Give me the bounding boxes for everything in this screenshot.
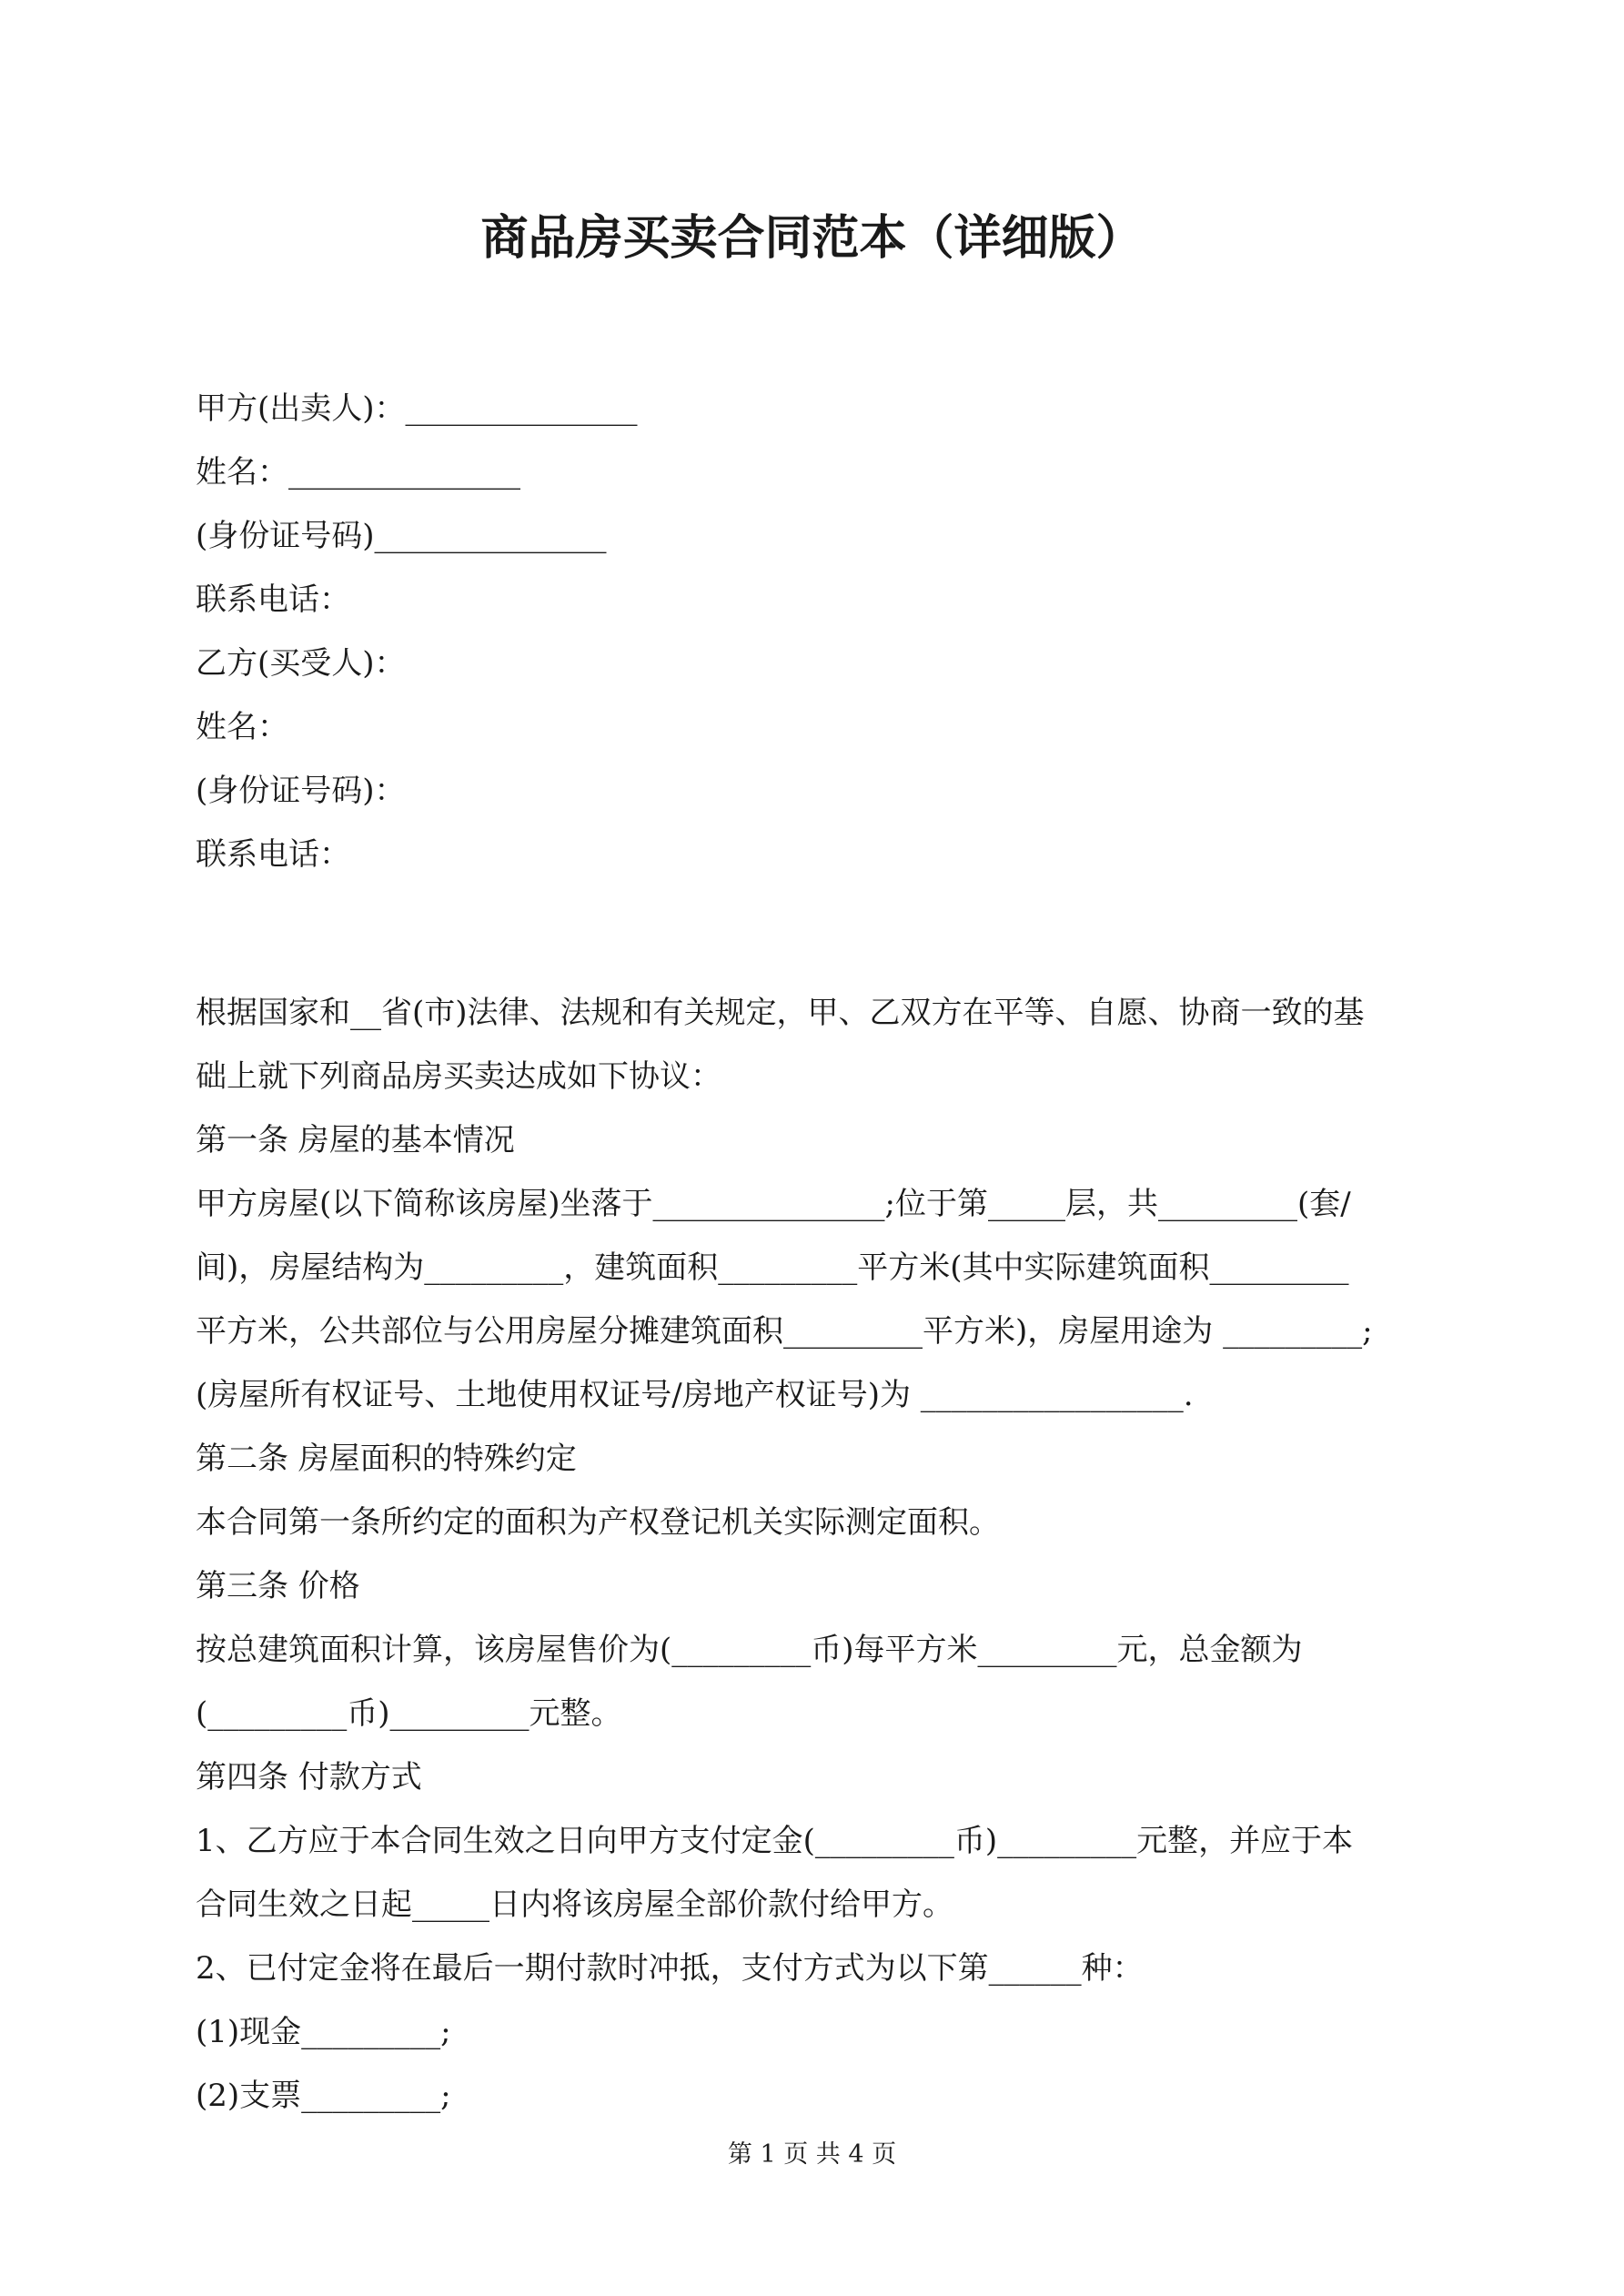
document-title: 商品房买卖合同范本（详细版） (480, 210, 1144, 266)
seller-id-field: (身份证号码)_______________ (196, 518, 607, 554)
preamble-line-1: 根据国家和__省(市)法律、法规和有关规定，甲、乙双方在平等、自愿、协商一致的基 (196, 995, 1365, 1031)
article-4-line-1: 1、乙方应于本合同生效之日向甲方支付定金(_________币)_________元整，并应于本 (196, 1823, 1354, 1859)
article-3-line-1: 按总建筑面积计算，该房屋售价为(_________币)每平方米_________元，总金额为 (196, 1632, 1303, 1668)
section-spacer (196, 886, 1442, 981)
article-1-heading: 第一条 房屋的基本情况 (196, 1122, 515, 1158)
article-1-line-4: (房屋所有权证号、土地使用权证号/房地产权证号)为 _________________. (196, 1377, 1194, 1413)
article-3-line-2: (_________币)_________元整。 (196, 1695, 622, 1732)
page-number: 第 1 页 共 4 页 (727, 2140, 897, 2169)
payment-option-cheque: (2)支票_________; (196, 2078, 451, 2114)
party-info-section (196, 377, 1442, 886)
article-2-line-1: 本合同第一条所约定的面积为产权登记机关实际测定面积。 (196, 1504, 1000, 1541)
preamble-line-2: 础上就下列商品房买卖达成如下协议： (196, 1058, 721, 1095)
article-4-line-3: 2、已付定金将在最后一期付款时冲抵，支付方式为以下第______种： (196, 1950, 1144, 1987)
article-1-line-2: 间)，房屋结构为_________，建筑面积_________平方米(其中实际建筑面积_________ (196, 1249, 1349, 1286)
article-4-line-2: 合同生效之日起_____日内将该房屋全部价款付给甲方。 (196, 1886, 953, 1923)
buyer-id-field: (身份证号码)： (196, 773, 406, 809)
article-1-line-3: 平方米，公共部位与公用房屋分摊建筑面积_________平方米)，房屋用途为 _________; (196, 1313, 1373, 1350)
contract-terms-section (196, 981, 1442, 2128)
article-1-line-1: 甲方房屋(以下简称该房屋)坐落于_______________;位于第_____层，共_________(套/ (196, 1186, 1351, 1222)
buyer-label: 乙方(买受人)： (196, 645, 406, 682)
article-2-heading: 第二条 房屋面积的特殊约定 (196, 1441, 577, 1477)
buyer-name-field: 姓名： (196, 709, 288, 745)
seller-label: 甲方(出卖人)：_______________ (196, 390, 638, 427)
document-body (196, 377, 1442, 2128)
seller-name-field: 姓名：_______________ (196, 454, 520, 491)
article-4-heading: 第四条 付款方式 (196, 1759, 422, 1795)
seller-phone-field: 联系电话： (196, 582, 350, 618)
payment-option-cash: (1)现金_________; (196, 2014, 451, 2050)
article-3-heading: 第三条 价格 (196, 1568, 360, 1604)
buyer-phone-field: 联系电话： (196, 836, 350, 873)
